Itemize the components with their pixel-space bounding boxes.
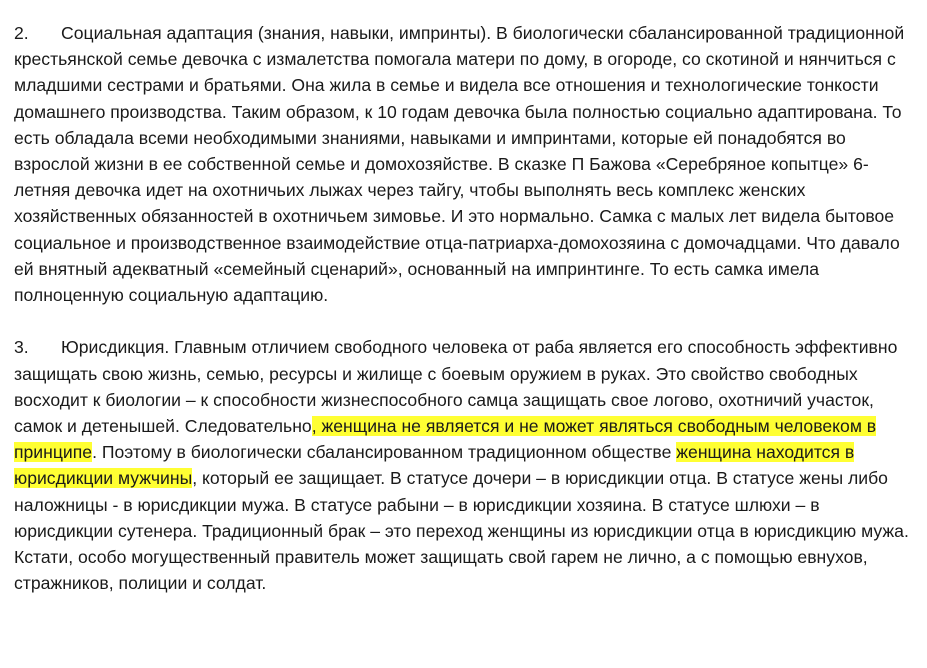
- paragraph-number: 2.: [14, 23, 29, 43]
- paragraph-3: [14, 334, 918, 596]
- highlighted-text: , женщина не является и не может являться свободным человеком в принципе: [14, 416, 877, 463]
- paragraph-text: Юрисдикция. Главным отличием свободного человека от раба является его способность эффективно защищать свою жизнь, семью, ресурсы и жилище с боевым оружием в руках. Это свойство свободных восходит к биологии – к способности жизнеспособного самца защищать свое логово, охотничий участок, самок и детенышей. Следовательно: [14, 337, 898, 437]
- paragraph-text: , который ее защищает. В статусе дочери – в юрисдикции отца. В статусе жены либо наложницы - в юрисдикции мужа. В статусе рабыни – в юрисдикции хозяина. В статусе шлюхи – в юрисдикции сутенера. Традиционный брак – это переход женщины из юрисдикции отца в юрисдикцию мужа. Кстати, особо могущественный правитель может защищать свой гарем не лично, а с помощью евнухов, стражников, полиции и солдат.: [14, 468, 909, 594]
- paragraph-text: . Поэтому в биологически сбалансированном традиционном обществе: [92, 442, 677, 463]
- paragraph-2: [14, 20, 918, 308]
- highlighted-text: женщина находится в юрисдикции мужчины: [14, 442, 855, 489]
- document-body: [14, 20, 918, 596]
- paragraph-text: Социальная адаптация (знания, навыки, импринты). В биологически сбалансированной традиционной крестьянской семье девочка с измалетства помогала матери по дому, в огороде, со скотиной и нянчиться с младшими сестрами и братьями. Она жила в семье и видела все отношения и технологические тонкости домашнего производства. Таким образом, к 10 годам девочка была полностью социально адаптирована. То есть обладала всеми необходимыми знаниями, навыками и импринтами, которые ей понадобятся во взрослой жизни в ее собственной семье и домохозяйстве. В сказке П Бажова «Серебряное копытце» 6-летняя девочка идет на охотничьих лыжах через тайгу, чтобы выполнять весь комплекс женских хозяйственных обязанностей в охотничьем зимовье. И это нормально. Самка с малых лет видела бытовое социальное и производственное взаимодействие отца-патриарха-домохозяина с домочадцами. Что давало ей внятный адекватный «семейный сценарий», основанный на импринтинге. То есть самка имела полноценную социальную адаптацию.: [14, 23, 905, 306]
- paragraph-number: 3.: [14, 337, 29, 358]
